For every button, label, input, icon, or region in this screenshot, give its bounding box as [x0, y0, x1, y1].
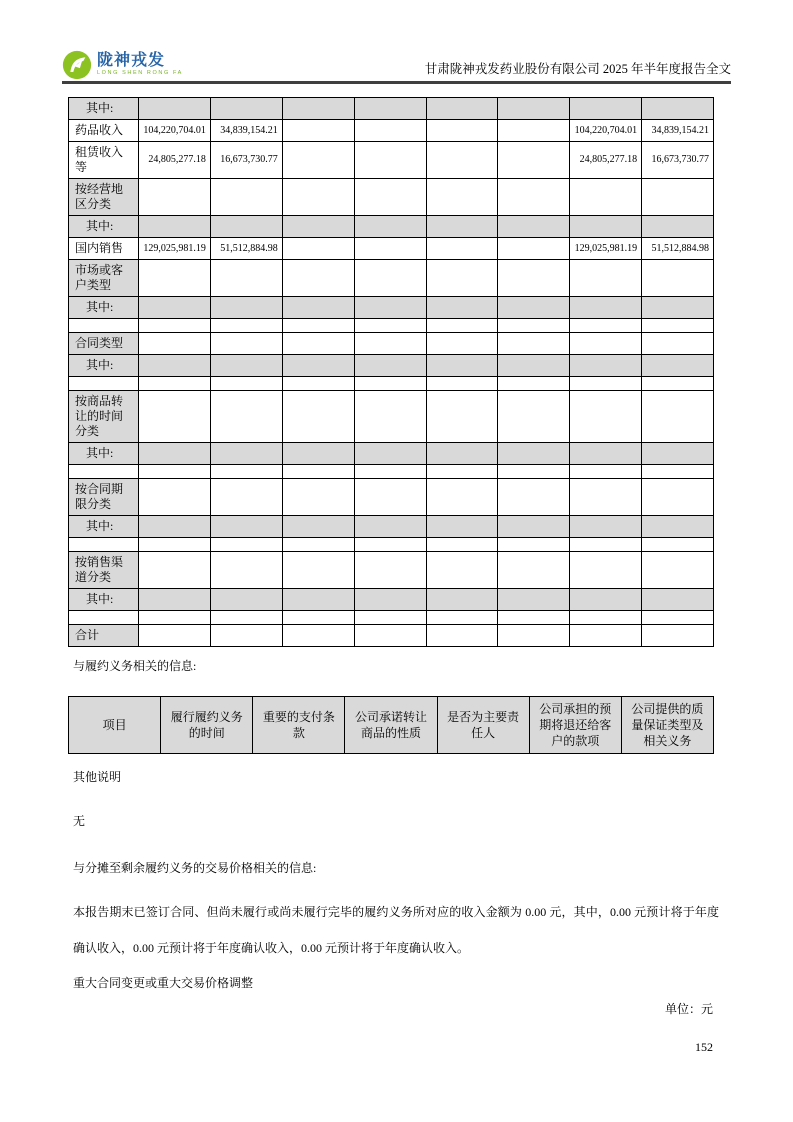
empty-cell: [354, 537, 426, 551]
empty-cell: [426, 551, 498, 588]
company-logo: [62, 50, 183, 80]
empty-cell: [570, 464, 642, 478]
table-row: [69, 141, 714, 178]
empty-cell: [210, 376, 282, 390]
empty-cell: [426, 478, 498, 515]
empty-cell: [570, 376, 642, 390]
empty-cell: [139, 537, 211, 551]
empty-cell: [498, 354, 570, 376]
empty-cell: [282, 478, 354, 515]
value-cell: 51,512,884.98: [210, 237, 282, 259]
empty-cell: [642, 624, 714, 646]
empty-cell: [498, 318, 570, 332]
other-note-value: 无: [73, 813, 86, 828]
empty-cell: [282, 610, 354, 624]
empty-cell: [642, 376, 714, 390]
table-row: [69, 178, 714, 215]
table-row: [69, 551, 714, 588]
empty-cell: [642, 464, 714, 478]
empty-cell: [426, 537, 498, 551]
empty-cell: [139, 442, 211, 464]
empty-cell: [570, 332, 642, 354]
empty-cell: [210, 537, 282, 551]
empty-cell: [498, 464, 570, 478]
empty-cell: [354, 237, 426, 259]
empty-cell: [210, 178, 282, 215]
column-header: 公司提供的质量保证类型及相关义务: [621, 696, 713, 753]
empty-cell: [426, 354, 498, 376]
other-note-label: 其他说明: [73, 769, 122, 784]
empty-cell: [139, 588, 211, 610]
empty-cell: [354, 259, 426, 296]
empty-cell: [139, 178, 211, 215]
page-header: [62, 46, 731, 80]
empty-cell: [210, 624, 282, 646]
empty-cell: [570, 610, 642, 624]
value-cell: 16,673,730.77: [210, 141, 282, 178]
empty-cell: [426, 376, 498, 390]
column-header: 公司承担的预期将退还给客户的款项: [529, 696, 621, 753]
table-row: [69, 296, 714, 318]
empty-cell: [426, 332, 498, 354]
empty-cell: [282, 442, 354, 464]
empty-cell: [282, 376, 354, 390]
empty-cell: [498, 259, 570, 296]
row-label: 合同类型: [69, 332, 139, 354]
empty-cell: [498, 237, 570, 259]
empty-cell: [354, 141, 426, 178]
empty-cell: [426, 390, 498, 442]
logo-icon: [62, 50, 92, 80]
empty-cell: [210, 588, 282, 610]
empty-cell: [498, 551, 570, 588]
empty-cell: [139, 624, 211, 646]
empty-cell: [642, 390, 714, 442]
value-cell: 129,025,981.19: [570, 237, 642, 259]
table-row: [69, 97, 714, 119]
row-label: 其中:: [69, 215, 139, 237]
empty-cell: [498, 537, 570, 551]
empty-cell: [642, 332, 714, 354]
table-header-row: [69, 696, 714, 753]
empty-cell: [354, 624, 426, 646]
empty-cell: [498, 215, 570, 237]
empty-cell: [642, 551, 714, 588]
empty-cell: [498, 376, 570, 390]
empty-cell: [210, 442, 282, 464]
empty-cell: [139, 97, 211, 119]
empty-cell: [642, 296, 714, 318]
empty-cell: [498, 624, 570, 646]
empty-cell: [282, 332, 354, 354]
value-cell: 51,512,884.98: [642, 237, 714, 259]
empty-cell: [426, 442, 498, 464]
column-header: 是否为主要责任人: [437, 696, 529, 753]
empty-cell: [69, 610, 139, 624]
empty-cell: [354, 610, 426, 624]
empty-cell: [282, 515, 354, 537]
value-cell: 24,805,277.18: [139, 141, 211, 178]
row-label: 国内销售: [69, 237, 139, 259]
table-row: [69, 376, 714, 390]
empty-cell: [642, 97, 714, 119]
empty-cell: [282, 237, 354, 259]
table-row: [69, 610, 714, 624]
empty-cell: [426, 237, 498, 259]
empty-cell: [354, 215, 426, 237]
table-row: [69, 332, 714, 354]
empty-cell: [210, 551, 282, 588]
empty-cell: [570, 318, 642, 332]
empty-cell: [210, 215, 282, 237]
table-row: [69, 318, 714, 332]
row-label: 药品收入: [69, 119, 139, 141]
empty-cell: [426, 178, 498, 215]
empty-cell: [354, 390, 426, 442]
empty-cell: [642, 515, 714, 537]
empty-cell: [354, 332, 426, 354]
row-label: 其中:: [69, 515, 139, 537]
empty-cell: [354, 588, 426, 610]
empty-cell: [282, 551, 354, 588]
value-cell: 34,839,154.21: [642, 119, 714, 141]
empty-cell: [139, 332, 211, 354]
empty-cell: [282, 119, 354, 141]
column-header: 重要的支付条款: [253, 696, 345, 753]
obligation-info-label: 与履约义务相关的信息:: [73, 658, 197, 673]
row-label: 其中:: [69, 354, 139, 376]
empty-cell: [498, 296, 570, 318]
empty-cell: [210, 296, 282, 318]
empty-cell: [570, 215, 642, 237]
empty-cell: [69, 537, 139, 551]
table-row: [69, 624, 714, 646]
table-row: [69, 237, 714, 259]
row-label: 其中:: [69, 97, 139, 119]
empty-cell: [570, 390, 642, 442]
empty-cell: [570, 624, 642, 646]
empty-cell: [354, 376, 426, 390]
column-header: 履行履约义务的时间: [161, 696, 253, 753]
empty-cell: [282, 464, 354, 478]
empty-cell: [498, 332, 570, 354]
unit-label: 单位：元: [664, 1001, 713, 1016]
remaining-price-label: 与分摊至剩余履约义务的交易价格相关的信息:: [73, 860, 317, 875]
empty-cell: [139, 296, 211, 318]
empty-cell: [642, 259, 714, 296]
logo-text: [97, 53, 183, 77]
empty-cell: [139, 478, 211, 515]
remaining-price-paragraph: 本报告期末已签订合同、但尚未履行或尚未履行完毕的履约义务所对应的收入金额为 0.00 元，其中，0.00 元预计将于年度确认收入，0.00 元预计将于年度确认收入，0.00 元预计将于年度确认收入。: [73, 904, 719, 955]
empty-cell: [139, 610, 211, 624]
empty-cell: [354, 464, 426, 478]
empty-cell: [426, 215, 498, 237]
empty-cell: [354, 551, 426, 588]
empty-cell: [354, 296, 426, 318]
empty-cell: [498, 442, 570, 464]
row-label: 其中:: [69, 442, 139, 464]
page-number: 152: [695, 1040, 713, 1054]
table-row: [69, 478, 714, 515]
empty-cell: [498, 97, 570, 119]
empty-cell: [426, 259, 498, 296]
row-label: 租赁收入等: [69, 141, 139, 178]
table-row: [69, 354, 714, 376]
empty-cell: [498, 588, 570, 610]
empty-cell: [354, 318, 426, 332]
major-change-label: 重大合同变更或重大交易价格调整: [73, 975, 254, 990]
document-title: 甘肃陇神戎发药业股份有限公司 2025 年半年度报告全文: [424, 62, 731, 76]
empty-cell: [570, 478, 642, 515]
empty-cell: [426, 141, 498, 178]
empty-cell: [69, 464, 139, 478]
empty-cell: [210, 390, 282, 442]
empty-cell: [426, 318, 498, 332]
empty-cell: [282, 141, 354, 178]
value-cell: 129,025,981.19: [139, 237, 211, 259]
empty-cell: [426, 610, 498, 624]
empty-cell: [498, 478, 570, 515]
empty-cell: [642, 354, 714, 376]
empty-cell: [139, 551, 211, 588]
empty-cell: [282, 588, 354, 610]
empty-cell: [282, 318, 354, 332]
performance-obligation-table: [68, 696, 714, 754]
table-row: [69, 588, 714, 610]
row-label: 其中:: [69, 296, 139, 318]
empty-cell: [210, 354, 282, 376]
empty-cell: [282, 624, 354, 646]
table-row: [69, 259, 714, 296]
empty-cell: [69, 376, 139, 390]
empty-cell: [139, 515, 211, 537]
empty-cell: [354, 354, 426, 376]
value-cell: 16,673,730.77: [642, 141, 714, 178]
empty-cell: [570, 354, 642, 376]
empty-cell: [210, 332, 282, 354]
empty-cell: [210, 610, 282, 624]
empty-cell: [282, 178, 354, 215]
value-cell: 34,839,154.21: [210, 119, 282, 141]
empty-cell: [426, 464, 498, 478]
logo-company-name-en: LONG SHEN RONG FA: [97, 70, 183, 77]
empty-cell: [426, 588, 498, 610]
empty-cell: [282, 296, 354, 318]
empty-cell: [426, 296, 498, 318]
empty-cell: [570, 537, 642, 551]
empty-cell: [139, 390, 211, 442]
empty-cell: [210, 478, 282, 515]
table-row: [69, 215, 714, 237]
empty-cell: [354, 178, 426, 215]
empty-cell: [642, 610, 714, 624]
empty-cell: [570, 259, 642, 296]
empty-cell: [570, 442, 642, 464]
empty-cell: [139, 318, 211, 332]
empty-cell: [642, 478, 714, 515]
logo-company-name: 陇神戎发: [97, 52, 166, 70]
empty-cell: [210, 464, 282, 478]
row-label: 按销售渠道分类: [69, 551, 139, 588]
empty-cell: [69, 318, 139, 332]
empty-cell: [139, 354, 211, 376]
table-row: [69, 390, 714, 442]
empty-cell: [354, 515, 426, 537]
empty-cell: [426, 515, 498, 537]
empty-cell: [570, 178, 642, 215]
empty-cell: [282, 537, 354, 551]
empty-cell: [498, 119, 570, 141]
table-row: [69, 515, 714, 537]
empty-cell: [642, 178, 714, 215]
empty-cell: [210, 97, 282, 119]
value-cell: 104,220,704.01: [139, 119, 211, 141]
empty-cell: [570, 588, 642, 610]
row-label: 按合同期限分类: [69, 478, 139, 515]
empty-cell: [282, 390, 354, 442]
column-header: 项目: [69, 696, 161, 753]
empty-cell: [642, 318, 714, 332]
header-divider: [62, 81, 731, 84]
empty-cell: [642, 588, 714, 610]
row-label: 按商品转让的时间分类: [69, 390, 139, 442]
empty-cell: [210, 318, 282, 332]
empty-cell: [498, 178, 570, 215]
empty-cell: [642, 215, 714, 237]
row-label: 其中:: [69, 588, 139, 610]
column-header: 公司承诺转让商品的性质: [345, 696, 437, 753]
empty-cell: [498, 141, 570, 178]
empty-cell: [282, 354, 354, 376]
empty-cell: [354, 442, 426, 464]
empty-cell: [139, 259, 211, 296]
empty-cell: [570, 515, 642, 537]
empty-cell: [354, 119, 426, 141]
empty-cell: [498, 610, 570, 624]
table-row: [69, 442, 714, 464]
empty-cell: [210, 515, 282, 537]
value-cell: 24,805,277.18: [570, 141, 642, 178]
empty-cell: [498, 390, 570, 442]
empty-cell: [354, 97, 426, 119]
revenue-breakdown-table: [68, 97, 714, 647]
empty-cell: [426, 97, 498, 119]
empty-cell: [426, 119, 498, 141]
row-label: 按经营地区分类: [69, 178, 139, 215]
empty-cell: [282, 259, 354, 296]
empty-cell: [354, 478, 426, 515]
empty-cell: [642, 537, 714, 551]
row-label: 合计: [69, 624, 139, 646]
table-row: [69, 537, 714, 551]
value-cell: 104,220,704.01: [570, 119, 642, 141]
row-label: 市场或客户类型: [69, 259, 139, 296]
empty-cell: [570, 97, 642, 119]
table-row: [69, 464, 714, 478]
empty-cell: [426, 624, 498, 646]
empty-cell: [570, 551, 642, 588]
empty-cell: [498, 515, 570, 537]
empty-cell: [282, 215, 354, 237]
table-row: [69, 119, 714, 141]
empty-cell: [139, 464, 211, 478]
empty-cell: [139, 215, 211, 237]
empty-cell: [139, 376, 211, 390]
empty-cell: [642, 442, 714, 464]
empty-cell: [210, 259, 282, 296]
empty-cell: [282, 97, 354, 119]
empty-cell: [570, 296, 642, 318]
